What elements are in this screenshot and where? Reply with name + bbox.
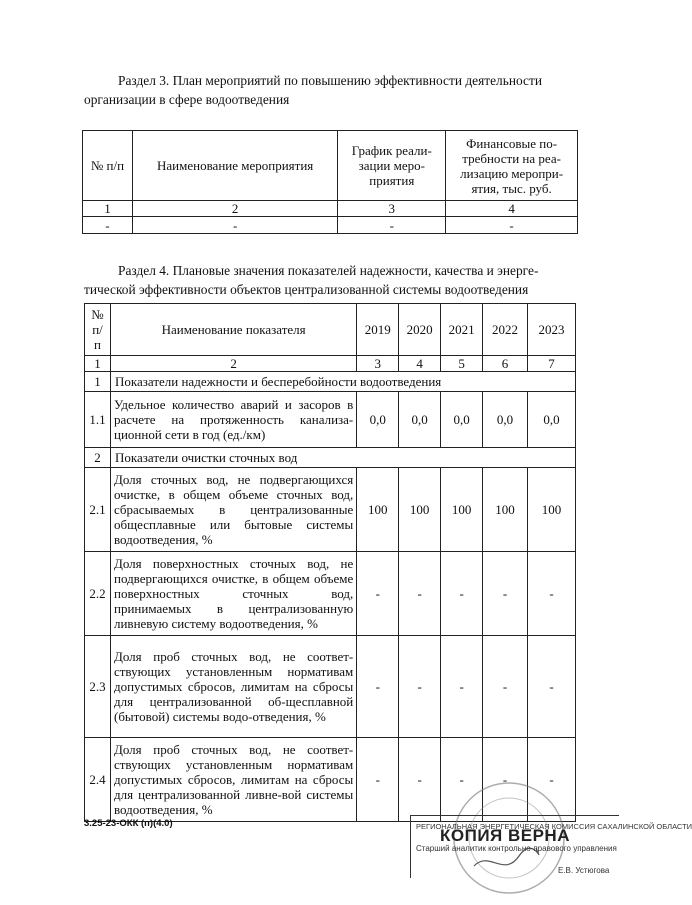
section3-heading-line1: Раздел 3. План мероприятий по повышению эффективности деятельности <box>118 73 542 88</box>
col-number: 7 <box>528 356 576 372</box>
value-cell: 100 <box>357 468 399 552</box>
header-year: 2019 <box>357 304 399 356</box>
value-cell: - <box>399 636 441 738</box>
stamp-signer: Е.В. Устюгова <box>558 866 610 875</box>
value-cell: - <box>441 636 483 738</box>
row-num: 2.1 <box>85 468 111 552</box>
document-code: 3.25-23-ОКК (п)(4.0) <box>84 818 173 829</box>
stamp-copy-text: КОПИЯ ВЕРНА <box>440 826 570 845</box>
table-cell: - <box>83 217 133 234</box>
table-cell: - <box>132 217 338 234</box>
header-name: Наименование показателя <box>110 304 356 356</box>
header-year: 2021 <box>441 304 483 356</box>
col-number: 3 <box>357 356 399 372</box>
value-cell: - <box>483 552 528 636</box>
col-number: 6 <box>483 356 528 372</box>
value-cell: - <box>528 636 576 738</box>
value-cell: - <box>357 738 399 822</box>
value-cell: 0,0 <box>528 392 576 448</box>
value-cell: 100 <box>483 468 528 552</box>
col-number: 2 <box>110 356 356 372</box>
value-cell: 0,0 <box>357 392 399 448</box>
value-cell: - <box>441 738 483 822</box>
section-title: Показатели надежности и бесперебойности водоотведения <box>110 372 575 392</box>
section3-heading-line2: организации в сфере водоотведения <box>84 92 290 107</box>
header-schedule: График реали-зации меро-приятия <box>338 131 446 201</box>
value-cell: 100 <box>399 468 441 552</box>
value-cell: - <box>483 636 528 738</box>
row-num: 2.2 <box>85 552 111 636</box>
indicator-name: Удельное количество аварий и засоров в расчете на протяженность канализа-ционной сети в год (ед./км) <box>110 392 356 448</box>
indicator-name: Доля сточных вод, не подвергающихся очистке, в общем объеме сточных вод, сбрасываемых в централизованные общесплавные или бытовые системы водоотведения, % <box>110 468 356 552</box>
value-cell: - <box>441 552 483 636</box>
value-cell: 0,0 <box>399 392 441 448</box>
section4-heading-line2: тической эффективности объектов централизованной системы водоотведения <box>84 282 529 297</box>
value-cell: - <box>528 738 576 822</box>
section4-table <box>84 303 576 822</box>
stamp-organization: РЕГИОНАЛЬНАЯ ЭНЕРГЕТИЧЕСКАЯ КОМИССИЯ САХАЛИНСКОЙ ОБЛАСТИ <box>416 822 692 831</box>
value-cell: - <box>528 552 576 636</box>
header-num: № п/ п <box>85 304 111 356</box>
table-cell: - <box>446 217 578 234</box>
indicator-name: Доля проб сточных вод, не соответ-ствующих установленным нормативам допустимых сбросов, лимитам на сбросы для централизованной ливне-вой системы водоотведения, % <box>110 738 356 822</box>
table-cell: - <box>338 217 446 234</box>
stamp-position: Старший аналитик контрольно-правового управления <box>416 844 617 853</box>
col-number: 1 <box>83 201 133 217</box>
header-finance: Финансовые по-требности на реа-лизацию меропри-ятия, тыс. руб. <box>446 131 578 201</box>
section3-table <box>82 130 578 234</box>
row-num: 2.4 <box>85 738 111 822</box>
value-cell: 100 <box>528 468 576 552</box>
value-cell: - <box>483 738 528 822</box>
indicator-name: Доля поверхностных сточных вод, не подвергающихся очистке, в общем объеме поверхностных сточных вод, принимаемых в централизованную ливневую систему водоотведения, % <box>110 552 356 636</box>
col-number: 5 <box>441 356 483 372</box>
value-cell: - <box>399 738 441 822</box>
header-name: Наименование мероприятия <box>132 131 338 201</box>
value-cell: - <box>357 552 399 636</box>
col-number: 1 <box>85 356 111 372</box>
value-cell: - <box>399 552 441 636</box>
header-num: № п/п <box>83 131 133 201</box>
value-cell: 0,0 <box>483 392 528 448</box>
value-cell: 0,0 <box>441 392 483 448</box>
indicator-name: Доля проб сточных вод, не соответ-ствующих установленным нормативам допустимых сбросов, лимитам на сбросы для централизованной об-щесплавной (бытовой) системы водо-отведения, % <box>110 636 356 738</box>
row-num: 2.3 <box>85 636 111 738</box>
col-number: 4 <box>399 356 441 372</box>
value-cell: 100 <box>441 468 483 552</box>
row-num: 1.1 <box>85 392 111 448</box>
value-cell: - <box>357 636 399 738</box>
section-num: 2 <box>85 448 111 468</box>
header-year: 2020 <box>399 304 441 356</box>
section-num: 1 <box>85 372 111 392</box>
header-year: 2023 <box>528 304 576 356</box>
col-number: 3 <box>338 201 446 217</box>
col-number: 4 <box>446 201 578 217</box>
col-number: 2 <box>132 201 338 217</box>
header-year: 2022 <box>483 304 528 356</box>
section4-heading-line1: Раздел 4. Плановые значения показателей надежности, качества и энерге- <box>118 263 539 278</box>
section-title: Показатели очистки сточных вод <box>110 448 575 468</box>
